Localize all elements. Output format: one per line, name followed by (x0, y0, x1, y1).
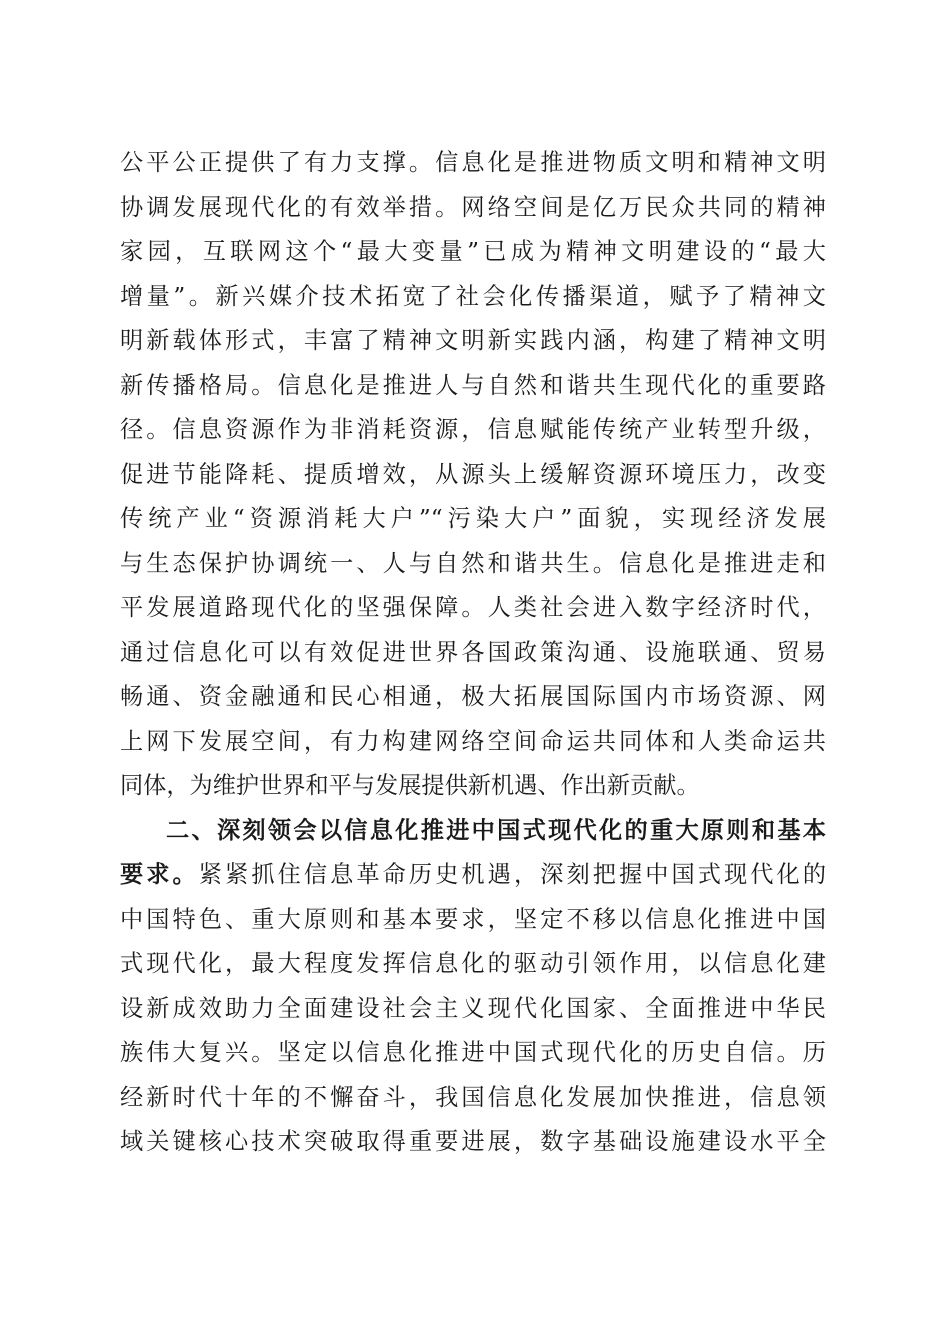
text-line: 促进节能降耗、提质增效，从源头上缓解资源环境压力，改变 (120, 460, 826, 488)
text-line: 增量”。新兴媒介技术拓宽了社会化传播渠道，赋予了精神文 (120, 282, 826, 310)
text-line: 式现代化，最大程度发挥信息化的驱动引领作用，以信息化建 (120, 950, 826, 977)
text-line: 与生态保护协调统一、人与自然和谐共生。信息化是推进走和 (120, 549, 826, 577)
text-line: 通过信息化可以有效促进世界各国政策沟通、设施联通、贸易 (120, 638, 826, 666)
text-line-rest: 紧紧抓住信息革命历史机遇，深刻把握中国式现代化的 (198, 861, 826, 888)
text-line: 平发展道路现代化的坚强保障。人类社会进入数字经济时代， (120, 594, 826, 621)
body-text (120, 141, 826, 1165)
text-line (120, 853, 826, 898)
text-line: 经新时代十年的不懈奋斗，我国信息化发展加快推进，信息领 (120, 1083, 826, 1111)
text-line: 上网下发展空间，有力构建网络空间命运共同体和人类命运共 (120, 727, 826, 755)
text-line: 径。信息资源作为非消耗资源，信息赋能传统产业转型升级， (120, 416, 826, 443)
section-heading: 二、深刻领会以信息化推进中国式现代化的重大原则和基本 (166, 816, 826, 844)
text-line: 协调发展现代化的有效举措。网络空间是亿万民众共同的精神 (120, 193, 826, 221)
text-line: 新传播格局。信息化是推进人与自然和谐共生现代化的重要路 (120, 371, 826, 399)
text-line: 族伟大复兴。坚定以信息化推进中国式现代化的历史自信。历 (120, 1039, 826, 1066)
text-line: 家园，互联网这个“最大变量”已成为精神文明建设的“最大 (120, 238, 826, 265)
section-heading-end: 要求。 (120, 861, 199, 888)
text-line: 同体，为维护世界和平与发展提供新机遇、作出新贡献。 (120, 772, 700, 799)
text-line: 设新成效助力全面建设社会主义现代化国家、全面推进中华民 (120, 994, 826, 1022)
text-line: 中国特色、重大原则和基本要求，坚定不移以信息化推进中国 (120, 905, 826, 933)
text-line: 传统产业“资源消耗大户”“污染大户”面貌，实现经济发展 (120, 505, 826, 532)
text-line: 域关键核心技术突破取得重要进展，数字基础设施建设水平全 (120, 1128, 826, 1155)
paragraph-1 (120, 141, 826, 809)
text-line: 公平公正提供了有力支撑。信息化是推进物质文明和精神文明 (120, 149, 826, 176)
paragraph-2 (120, 809, 826, 1165)
text-line: 畅通、资金融通和民心相通，极大拓展国际国内市场资源、网 (120, 683, 826, 710)
text-line: 明新载体形式，丰富了精神文明新实践内涵，构建了精神文明 (120, 327, 826, 354)
